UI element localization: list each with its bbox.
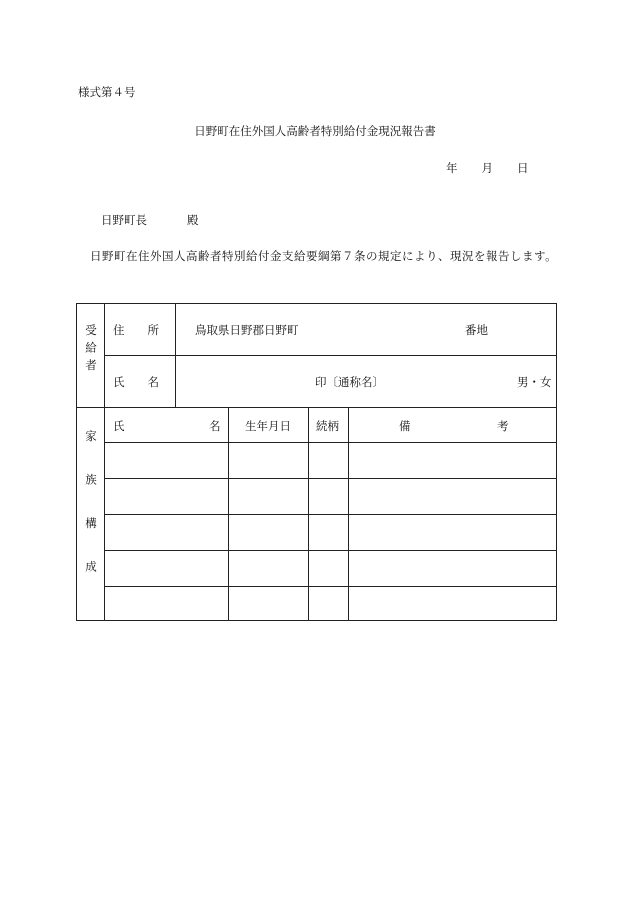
date-line [446,160,529,176]
row-divider [104,355,556,356]
col-header-relation: 続柄 [316,419,339,433]
col-header-notes-1: 備 [399,419,411,433]
section-divider [104,304,105,621]
col-header-notes-2: 考 [497,419,509,433]
section-break [77,407,556,408]
document-title: 日野町在住外国人高齢者特別給付金現況報告書 [194,124,436,138]
recipient-section-label: 受給者 [84,324,98,377]
gender-options[interactable]: 男・女 [517,375,552,389]
addressee [101,212,199,228]
row-divider [104,514,556,515]
body-text: 日野町在住外国人高齢者特別給付金支給要綱第７条の規定により、現況を報告します。 [90,249,558,263]
report-table [76,303,557,621]
seal-alias[interactable]: 印〔通称名〕 [315,375,384,389]
date-month: 月 [481,161,493,175]
addressee-honorific: 殿 [187,213,199,227]
date-year: 年 [446,161,458,175]
col-header-name-family: 氏 [113,419,125,433]
form-number: 様式第４号 [78,85,136,99]
row-divider [104,550,556,551]
family-section-label: 家族構成 [84,430,98,604]
name-label: 氏 名 [113,375,159,389]
row-divider [104,478,556,479]
col-header-name-given: 名 [209,419,221,433]
date-day: 日 [517,161,529,175]
addressee-name: 日野町長 [101,213,147,227]
row-divider [104,442,556,443]
address-suffix: 番地 [465,323,488,337]
col-header-birthdate: 生年月日 [245,419,291,433]
row-divider [104,586,556,587]
address-label: 住 所 [113,323,159,337]
address-value[interactable]: 鳥取県日野郡日野町 [195,323,299,337]
